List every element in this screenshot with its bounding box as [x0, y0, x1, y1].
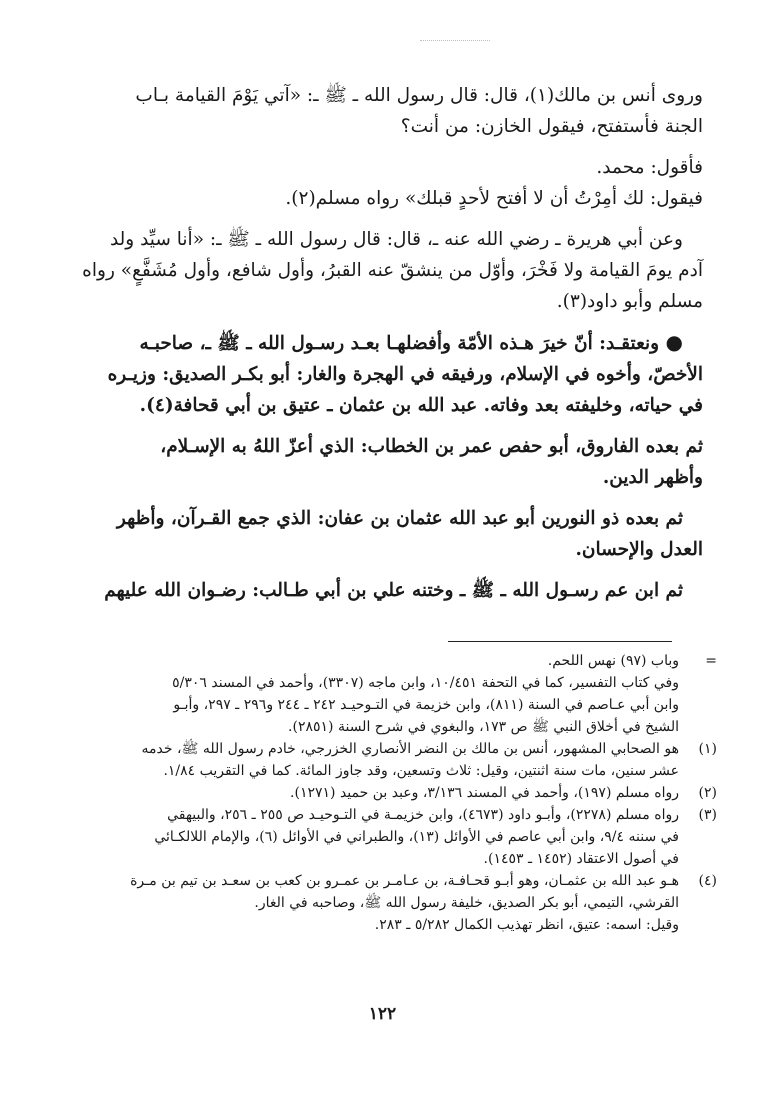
footnote-line: وفي كتاب التفسير، كما في التحفة ١٠/٤٥١، وابن ماجه (٣٣٠٧)، وأحمد في المسند ٥/٣٠٦	[172, 675, 679, 691]
footnote-line: في أصول الاعتقاد (١٤٥٢ ـ ١٤٥٣).	[483, 851, 679, 867]
scan-artifact	[420, 40, 490, 42]
paragraph-abu-hurayra-hadith	[62, 224, 703, 317]
paragraph-uthman	[62, 503, 703, 565]
paragraph-ali	[62, 575, 703, 606]
text-line: وعن أبي هريرة ـ رضي الله عنه ـ، قال: قال رسول الله ـ ﷺ ـ: «أنا سيِّد ولد	[109, 229, 683, 250]
text-line: آدم يومَ القيامة ولا فَخْرَ، وأوّل من ينشقّ عنه القبرُ، وأول شافع، وأول مُشَفَّعٍ» رواه	[82, 260, 703, 281]
footnote-text	[62, 738, 679, 782]
page-number: ١٢٢	[368, 1004, 397, 1024]
footnote-text	[62, 650, 679, 738]
footnote-line: هـو عبد الله بن عثمـان، وهو أبـو قحـافـة، بن عـامـر بن عمـرو بن كعب بن سعـد بن تيم بن مـرة	[130, 873, 679, 889]
footnote-text	[62, 782, 679, 804]
text-line: فأقول: محمد.	[596, 157, 703, 178]
text-line: الأخصّ، وأخوه في الإسلام، ورفيقه في الهجرة والغار: أبو بكـر الصديق: وزيـره	[107, 364, 703, 385]
text-line: في حياته، وخليفته بعد وفاته. عبد الله بن عثمان ـ عتيق بن أبي قحافة(٤).	[139, 395, 703, 416]
text-line: وأظهر الدين.	[602, 467, 703, 488]
footnote-line: رواه مسلم (٢٢٧٨)، وأبـو داود (٤٦٧٣)، وابن خزيمـة في التـوحيـد ص ٢٥٥ ـ ٢٥٦، والبيهقي	[167, 807, 679, 823]
footnotes	[62, 650, 717, 936]
paragraph-anas-hadith	[62, 80, 703, 142]
text-line: ثم بعده ذو النورين أبو عبد الله عثمان بن عفان: الذي جمع القـرآن، وأظهر	[116, 508, 683, 529]
footnote-line: وقيل: اسمه: عتيق، انظر تهذيب الكمال ٥/٢٨٢ ـ ٢٨٣.	[374, 917, 679, 933]
footnote-line: القرشي، التيمي، أبو بكر الصديق، خليفة رسول الله ﷺ، وصاحبه في الغار.	[254, 895, 679, 911]
paragraph-dialogue	[62, 152, 703, 214]
text-line: فيقول: لك أمِرْتُ أن لا أفتح لأحدٍ قبلك» رواه مسلم(٢).	[285, 188, 703, 209]
text-line: الجنة فأستفتح، فيقول الخازن: من أنت؟	[400, 116, 703, 137]
text-line: العدل والإحسان.	[575, 539, 703, 560]
footnote-line: عشر سنين، مات سنة اثنتين، وقيل: ثلاث وتسعين، وقد جاوز المائة. كما في التقريب ١/٨٤.	[163, 763, 679, 779]
footnote-marker: (٣)	[698, 807, 717, 823]
text-segment: ونعتقـد: أنّ خيرَ هـذه الأمّة وأفضلهـا بعـد رسـول الله ـ ﷺ ـ، صاحبـه	[139, 333, 660, 354]
footnote-line: هو الصحابي المشهور، أنس بن مالك بن النضر الأنصاري الخزرجي، خادم رسول الله ﷺ، خدمه	[141, 741, 679, 757]
footnote-separator	[448, 641, 672, 642]
paragraph-creed-abu-bakr	[62, 327, 703, 421]
main-text	[62, 80, 703, 616]
text-line: وروى أنس بن مالك(١)، قال: قال رسول الله ـ ﷺ ـ: «آتي يَوْمَ القيامة بـاب	[135, 85, 703, 106]
footnote-line: رواه مسلم (١٩٧)، وأحمد في المسند ٣/١٣٦، وعبد بن حميد (١٢٧١).	[290, 785, 679, 801]
text-line: مسلم وأبو داود(٣).	[556, 291, 703, 312]
footnote-line: وابن أبي عـاصم في السنة (٨١١)، وابن خزيمة في التـوحيـد ٢٤٢ ـ ٢٤٤ و٢٩٦ ـ ٢٩٧، وأبـو	[173, 697, 679, 713]
footnote-4	[62, 870, 717, 936]
footnote-line: الشيخ في أخلاق النبي ﷺ ص ١٧٣، والبغوي في شرح السنة (٢٨٥١).	[288, 719, 679, 735]
footnote-text	[62, 870, 679, 936]
footnote-line: وباب (٩٧) نهس اللحم.	[547, 653, 679, 669]
bullet-dot-icon: ●	[665, 330, 683, 354]
footnote-marker: (١)	[698, 741, 717, 757]
paragraph-umar	[62, 431, 703, 493]
footnote-line: في سننه ٩/٤، وابن أبي عاصم في الأوائل (١٣)، والطبراني في الأوائل (٦)، والإمام اللالكـائي	[154, 829, 679, 845]
footnote-3	[62, 804, 717, 870]
footnote-continuation	[62, 650, 717, 738]
footnote-marker: (٢)	[698, 785, 717, 801]
text-line: ثم ابن عم رسـول الله ـ ﷺ ـ وختنه علي بن أبي طـالب: رضـوان الله عليهم	[104, 580, 683, 601]
continuation-marker: =	[705, 653, 717, 669]
footnote-2	[62, 782, 717, 804]
footnote-marker: (٤)	[698, 873, 717, 889]
footnote-1	[62, 738, 717, 782]
footnote-text	[62, 804, 679, 870]
text-line: ثم بعده الفاروق، أبو حفص عمر بن الخطاب: الذي أعزّ اللهُ به الإسـلام،	[160, 436, 703, 457]
text-line	[62, 327, 703, 359]
